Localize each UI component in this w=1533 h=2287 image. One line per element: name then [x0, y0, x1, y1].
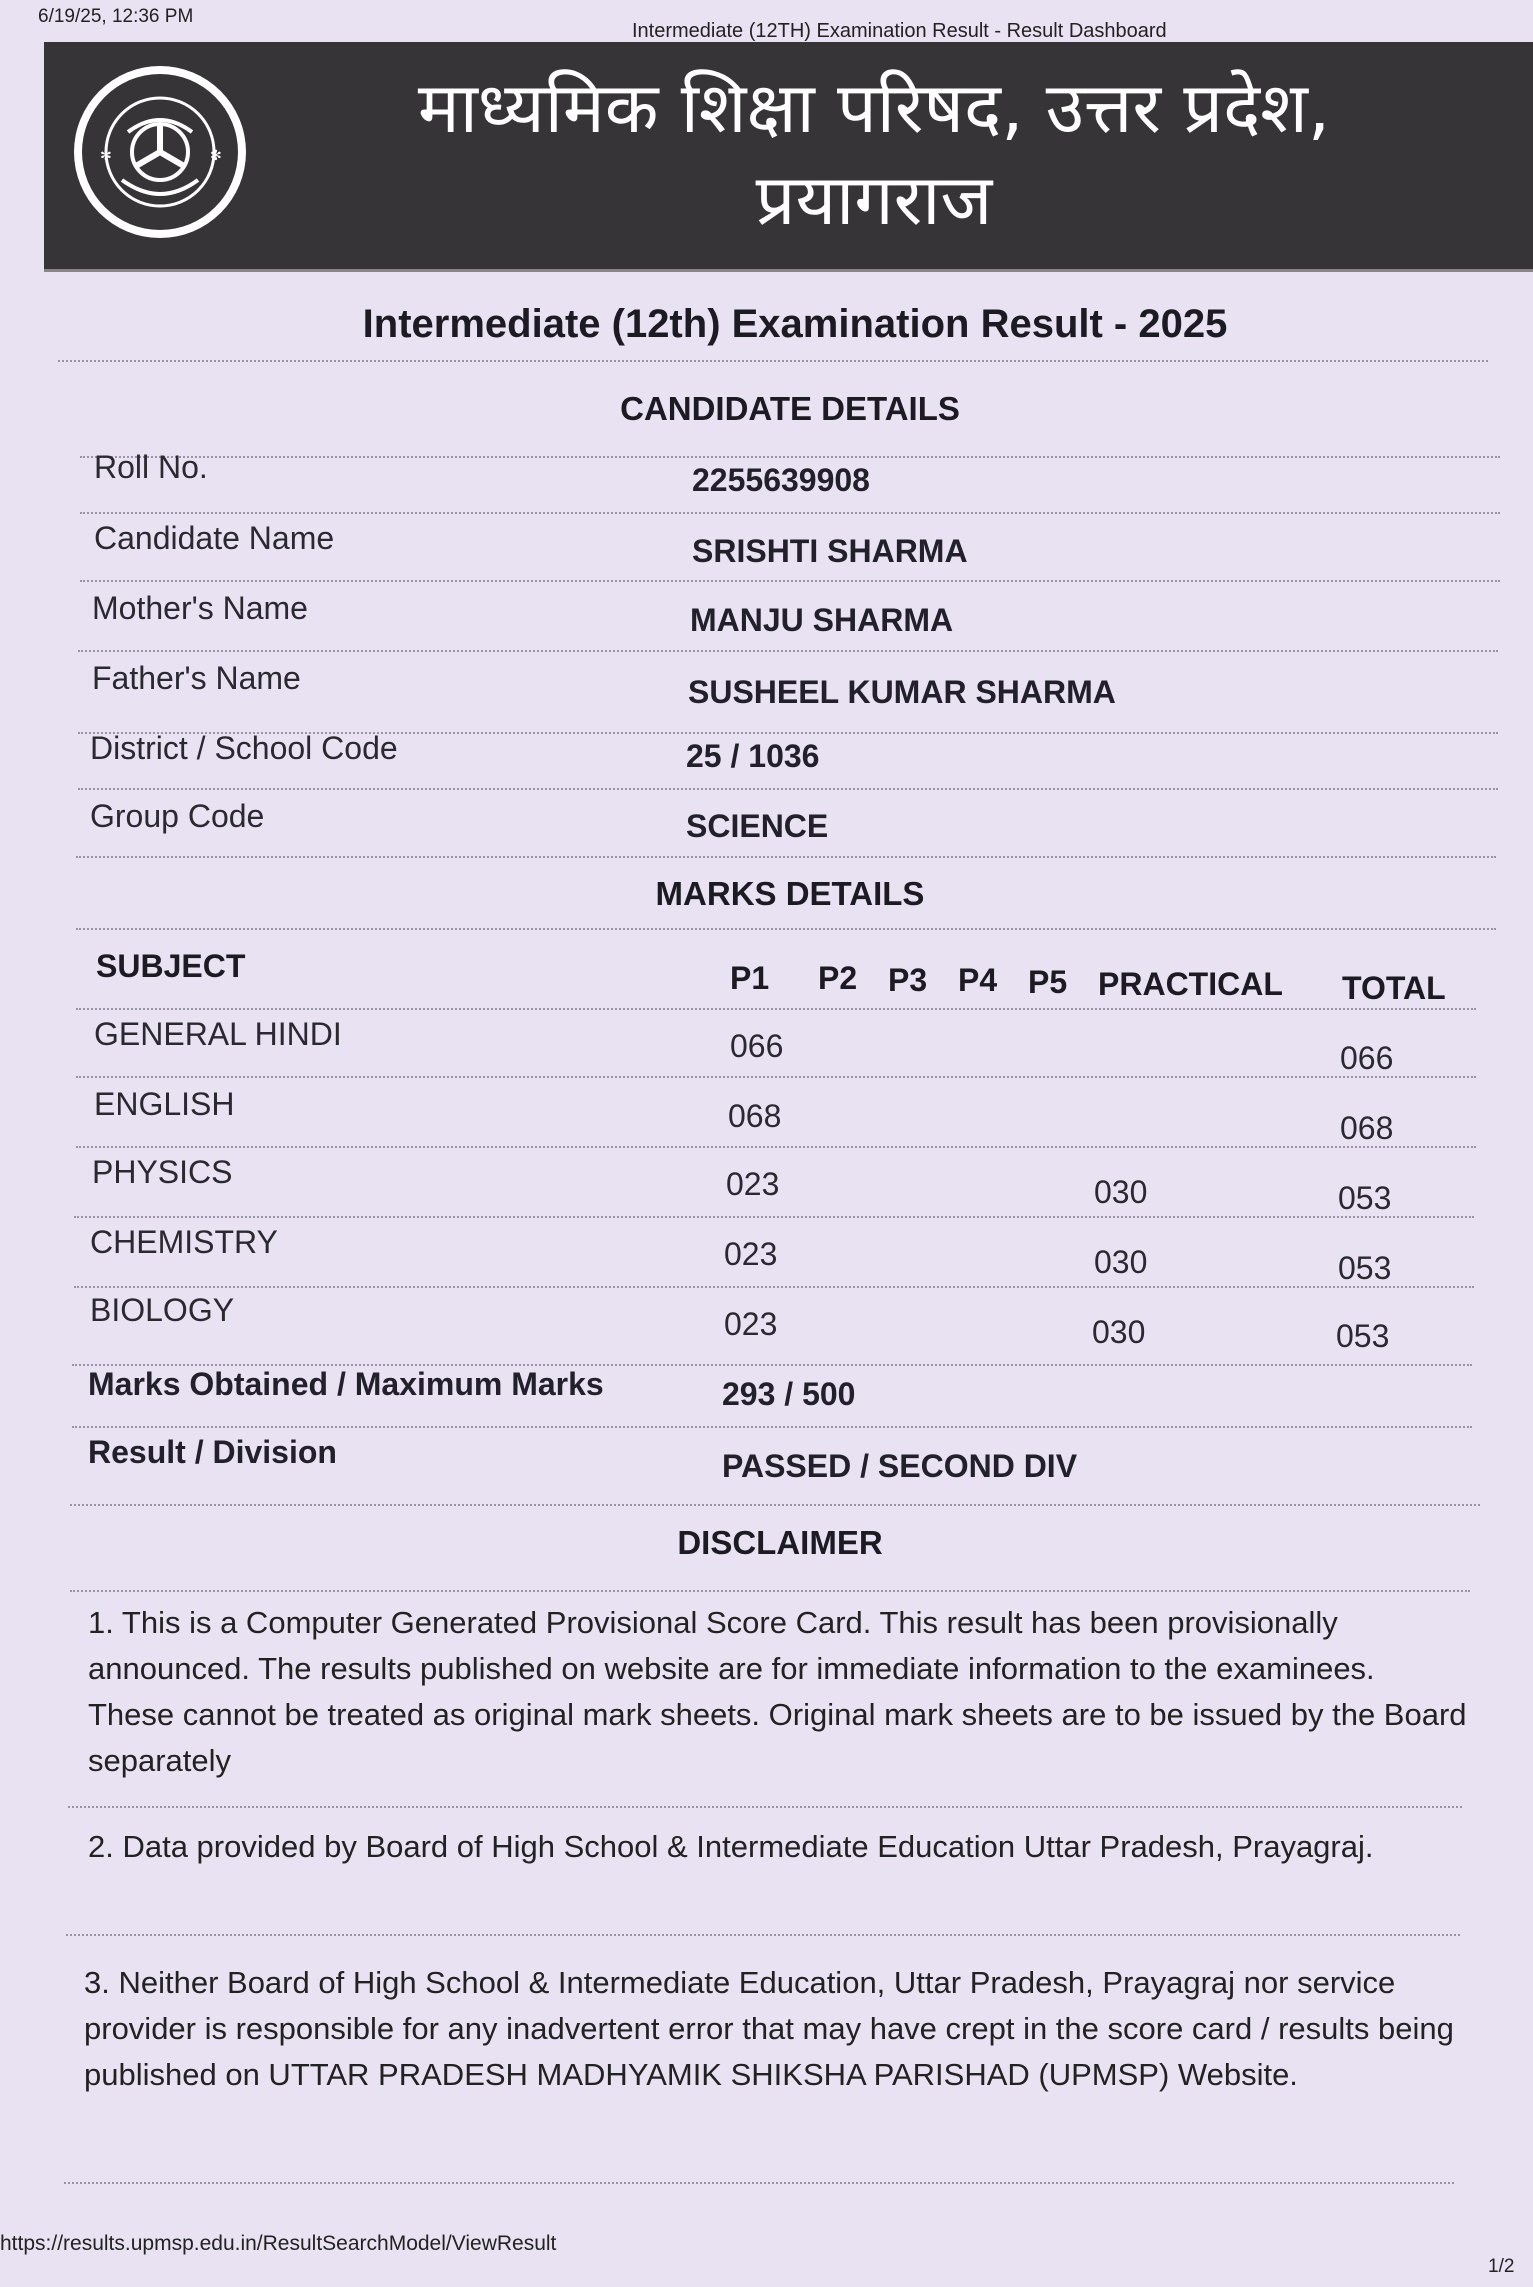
col-p5: P5	[1028, 964, 1068, 1000]
svg-text:✻: ✻	[100, 148, 112, 164]
disclaimer-heading: DISCLAIMER	[677, 1524, 883, 1561]
mothers-name-value: MANJU SHARMA	[690, 602, 954, 638]
candidate-name-value: SRISHTI SHARMA	[692, 533, 968, 569]
board-name-line2: प्रयागराज	[755, 159, 993, 241]
subject-name: CHEMISTRY	[90, 1224, 278, 1260]
subject-name: BIOLOGY	[90, 1292, 235, 1328]
col-p2: P2	[818, 960, 858, 996]
disclaimer-item-1: 1. This is a Computer Generated Provisional Score Card. This result has been provisionally announced. The results published on website are for immediate information to the examinees. These cannot be treated as original mark sheets. Original mark sheets are to be issued by the Board separately	[88, 1605, 1467, 1778]
col-subject: SUBJECT	[96, 948, 246, 984]
print-title: Intermediate (12TH) Examination Result - Result Dashboard	[632, 20, 1167, 42]
col-practical: PRACTICAL	[1098, 966, 1283, 1002]
subject-p1: 023	[724, 1306, 778, 1342]
divider	[66, 1934, 1460, 1936]
result-division-value: PASSED / SECOND DIV	[722, 1448, 1078, 1484]
district-school-code-value: 25 / 1036	[686, 738, 820, 774]
district-school-code-label: District / School Code	[90, 730, 398, 766]
subject-total: 053	[1338, 1250, 1392, 1286]
fathers-name-label: Father's Name	[92, 660, 301, 696]
subject-name: PHYSICS	[92, 1154, 233, 1190]
svg-text:✻: ✻	[210, 148, 222, 164]
subject-total: 068	[1340, 1110, 1394, 1146]
print-date: 6/19/25, 12:36 PM	[38, 6, 194, 27]
col-p3: P3	[888, 962, 928, 998]
disclaimer-item-3: 3. Neither Board of High School & Intermediate Education, Uttar Pradesh, Prayagraj nor service provider is responsible for any inadvertent error that may have crept in the score card / results being published on UTTAR PRADESH MADHYAMIK SHIKSHA PARISHAD (UPMSP) Website.	[84, 1965, 1454, 2092]
subject-p1: 066	[730, 1028, 784, 1064]
page-title: Intermediate (12th) Examination Result - 2025	[362, 302, 1228, 346]
col-p1: P1	[730, 960, 770, 996]
subject-total: 053	[1338, 1180, 1392, 1216]
divider	[70, 1504, 1480, 1506]
divider	[74, 1216, 1474, 1218]
divider	[70, 1590, 1470, 1592]
subject-p1: 023	[726, 1166, 780, 1202]
disclaimer-item-2: 2. Data provided by Board of High School & Intermediate Education Uttar Pradesh, Prayagraj.	[88, 1829, 1374, 1864]
divider	[78, 650, 1498, 652]
subject-practical: 030	[1092, 1314, 1146, 1350]
candidate-name-label: Candidate Name	[94, 520, 335, 556]
board-banner	[44, 42, 1533, 272]
divider	[76, 1008, 1476, 1010]
divider	[76, 856, 1496, 858]
subject-p1: 023	[724, 1236, 778, 1272]
group-code-value: SCIENCE	[686, 808, 829, 844]
divider	[68, 1806, 1462, 1808]
result-division-label: Result / Division	[88, 1434, 337, 1470]
subject-total: 066	[1340, 1040, 1394, 1076]
page-number: 1/2	[1488, 2256, 1515, 2277]
subject-practical: 030	[1094, 1174, 1148, 1210]
marks-obtained-label: Marks Obtained / Maximum Marks	[88, 1366, 604, 1402]
subject-name: GENERAL HINDI	[94, 1016, 342, 1052]
page-url: https://results.upmsp.edu.in/ResultSearchModel/ViewResult	[0, 2232, 557, 2255]
divider	[72, 1426, 1472, 1428]
divider	[80, 456, 1500, 458]
col-total: TOTAL	[1342, 970, 1446, 1006]
divider	[80, 512, 1500, 514]
marks-obtained-value: 293 / 500	[722, 1376, 856, 1412]
up-emblem-icon	[70, 62, 250, 242]
board-name-line1: माध्यमिक शिक्षा परिषद, उत्तर प्रदेश,	[417, 67, 1331, 149]
divider	[78, 788, 1498, 790]
roll-no-value: 2255639908	[692, 462, 870, 498]
subject-name: ENGLISH	[94, 1086, 235, 1122]
subject-total: 053	[1336, 1318, 1390, 1354]
col-p4: P4	[958, 962, 998, 998]
mothers-name-label: Mother's Name	[92, 590, 308, 626]
divider	[74, 1286, 1474, 1288]
candidate-details-heading: CANDIDATE DETAILS	[620, 390, 960, 427]
divider	[64, 2182, 1454, 2184]
roll-no-label: Roll No.	[94, 449, 208, 485]
subject-p1: 068	[728, 1098, 782, 1134]
divider	[76, 928, 1496, 930]
divider	[76, 1076, 1476, 1078]
divider	[76, 1146, 1476, 1148]
group-code-label: Group Code	[90, 798, 265, 834]
board-name	[284, 62, 1464, 246]
subject-practical: 030	[1094, 1244, 1148, 1280]
marks-details-heading: MARKS DETAILS	[655, 875, 925, 912]
divider	[58, 360, 1488, 362]
divider	[80, 580, 1500, 582]
fathers-name-value: SUSHEEL KUMAR SHARMA	[688, 674, 1116, 710]
print-header	[0, 0, 1533, 40]
